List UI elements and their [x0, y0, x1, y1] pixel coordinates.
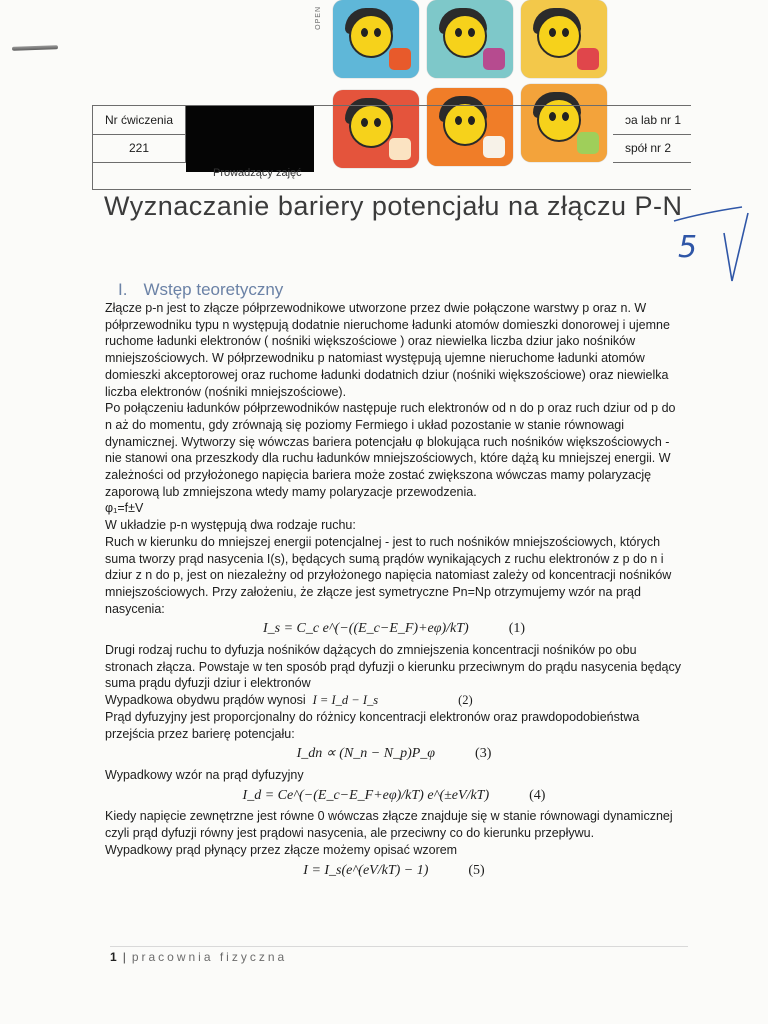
instructor-label: Prowadzący zajęć: [213, 167, 302, 179]
paragraph: Złącze p-n jest to złącze półprzewodnikowe utworzone przez dwie połączone warstwy p oraz n. W półprzewodniku typu n występują dodatnie nieruchome ładunki atomów domieszki donorowej i ujemne ruchome ładunki elektronów ( nośniki większościowe ) oraz niewielka liczba dziur jako nośników mniejszościowych. W półprzewodniku p natomiast występują ujemne nieruchome ładunki atomów domieszki akceptorowej oraz ruchome ładunki dodatnich dziur (nośniki większościowe) oraz niewielka liczba elektronów (nośniki mniejszościowe).: [105, 301, 670, 399]
paragraph: Po połączeniu ładunków półprzewodników następuje ruch elektronów od n do p oraz ruch dziur od p do n aż do momentu, gdy zrównają się poziomy Fermiego i układ pozostanie w stanie równowagi dynamicznej. Wytworzy się wówczas bariera potencjału φ blokująca ruch nośników większościowych - nie stanowi ona przeszkody dla ruchu ładunków mniejszościowych, które dążą ku mniejszej energii. W zależności od przyłożonego napięcia bariera może zostać zwiększona wówczas mamy polaryzację zaporową lub zmniejszona wtedy mamy polaryzacje przewodzenia.: [105, 401, 676, 499]
document-body: [105, 300, 683, 883]
paragraph: Drugi rodzaj ruchu to dyfuzja nośników dążących do zmniejszenia koncentracji nośników po obu stronach złącza. Powstaje w ten sposób prąd dyfuzji o kierunku przeciwnym do prądu nasycenia będący suma prądu dyfuzji dziur i elektronów: [105, 643, 682, 691]
paragraph: Wypadkowy wzór na prąd dyfuzyjny: [105, 767, 304, 782]
exercise-number: 221: [128, 141, 150, 155]
page-footer: [110, 946, 688, 964]
section-number: I.: [118, 280, 128, 299]
sticker-3: [521, 0, 607, 78]
page-number: 1: [110, 950, 117, 964]
exercise-label-cell: [93, 106, 186, 135]
section-heading: [118, 280, 283, 300]
lab-group-cell: [613, 106, 691, 135]
paragraph: W układzie p-n występują dwa rodzaje ruchu:: [105, 518, 356, 533]
paragraph: Wypadkowy prąd płynący przez złącze możemy opisać wzorem: [105, 842, 458, 857]
paragraph: Ruch w kierunku do mniejszej energii potencjalnej - jest to ruch nośników mniejszościowych, których suma tworzy prąd nasycenia I(s), będących sumą prądów wynikających z ruchu elektronów z p do n i dziur z n do p, jest on niezależny od przyłożonego napięcia natomiast zależy od koncentracji nośników mniejszościowych. Przy założeniu, że złącze jest symetryczne Pn=Np otrzymujemy wzór na prąd nasycenia:: [105, 534, 672, 616]
paragraph-with-equation-2: Wypadkowa obydwu prądów wynosi I = I_d − I_s (2): [105, 693, 473, 708]
handwritten-grade: 5: [678, 230, 698, 265]
team-cell: [613, 134, 691, 163]
section-title: Wstęp teoretyczny: [143, 280, 284, 299]
exercise-label: Nr ćwiczenia: [104, 113, 173, 127]
page-title: Wyznaczanie bariery potencjału na złączu P-N: [104, 191, 683, 221]
staple-mark: [12, 45, 58, 51]
equation-4: I_d = Ce^(−(E_c−E_F+eφ)/kT) e^(±eV/kT) (4): [242, 787, 546, 803]
equation-1: I_s = C_c e^(−((E_c−E_F)+eφ)/kT) (1): [262, 621, 526, 637]
open-tag: OPEN: [315, 6, 322, 30]
lab-group-text: ɔa lab nr 1: [625, 113, 682, 127]
handwritten-grade-mark: [672, 205, 752, 285]
team-text: spół nr 2: [625, 141, 672, 155]
sticker-1: [333, 0, 419, 78]
exercise-number-cell: [93, 134, 186, 163]
paragraph: φ₁=f±V: [105, 501, 144, 516]
paragraph: Prąd dyfuzyjny jest proporcjonalny do różnicy koncentracji elektronów oraz prawdopodobieństwa przejścia przez barierę potencjału:: [105, 709, 640, 741]
footer-label: pracownia fizyczna: [131, 950, 288, 964]
redaction-block: [186, 106, 314, 172]
equation-5: I = I_s(e^(eV/kT) − 1) (5): [303, 862, 485, 878]
equation-3: I_dn ∝ (N_n − N_p)P_φ (3): [296, 746, 492, 762]
paragraph: Kiedy napięcie zewnętrzne jest równe 0 wówczas złącze znajduje się w stanie równowagi dynamicznej czyli prąd dyfuzji równy jest prądowi nasycenia, ale przeciwny co do kierunku przepływu.: [105, 809, 673, 841]
sticker-2: [427, 0, 513, 78]
footer-separator: |: [122, 950, 126, 964]
header-table: [92, 105, 691, 190]
